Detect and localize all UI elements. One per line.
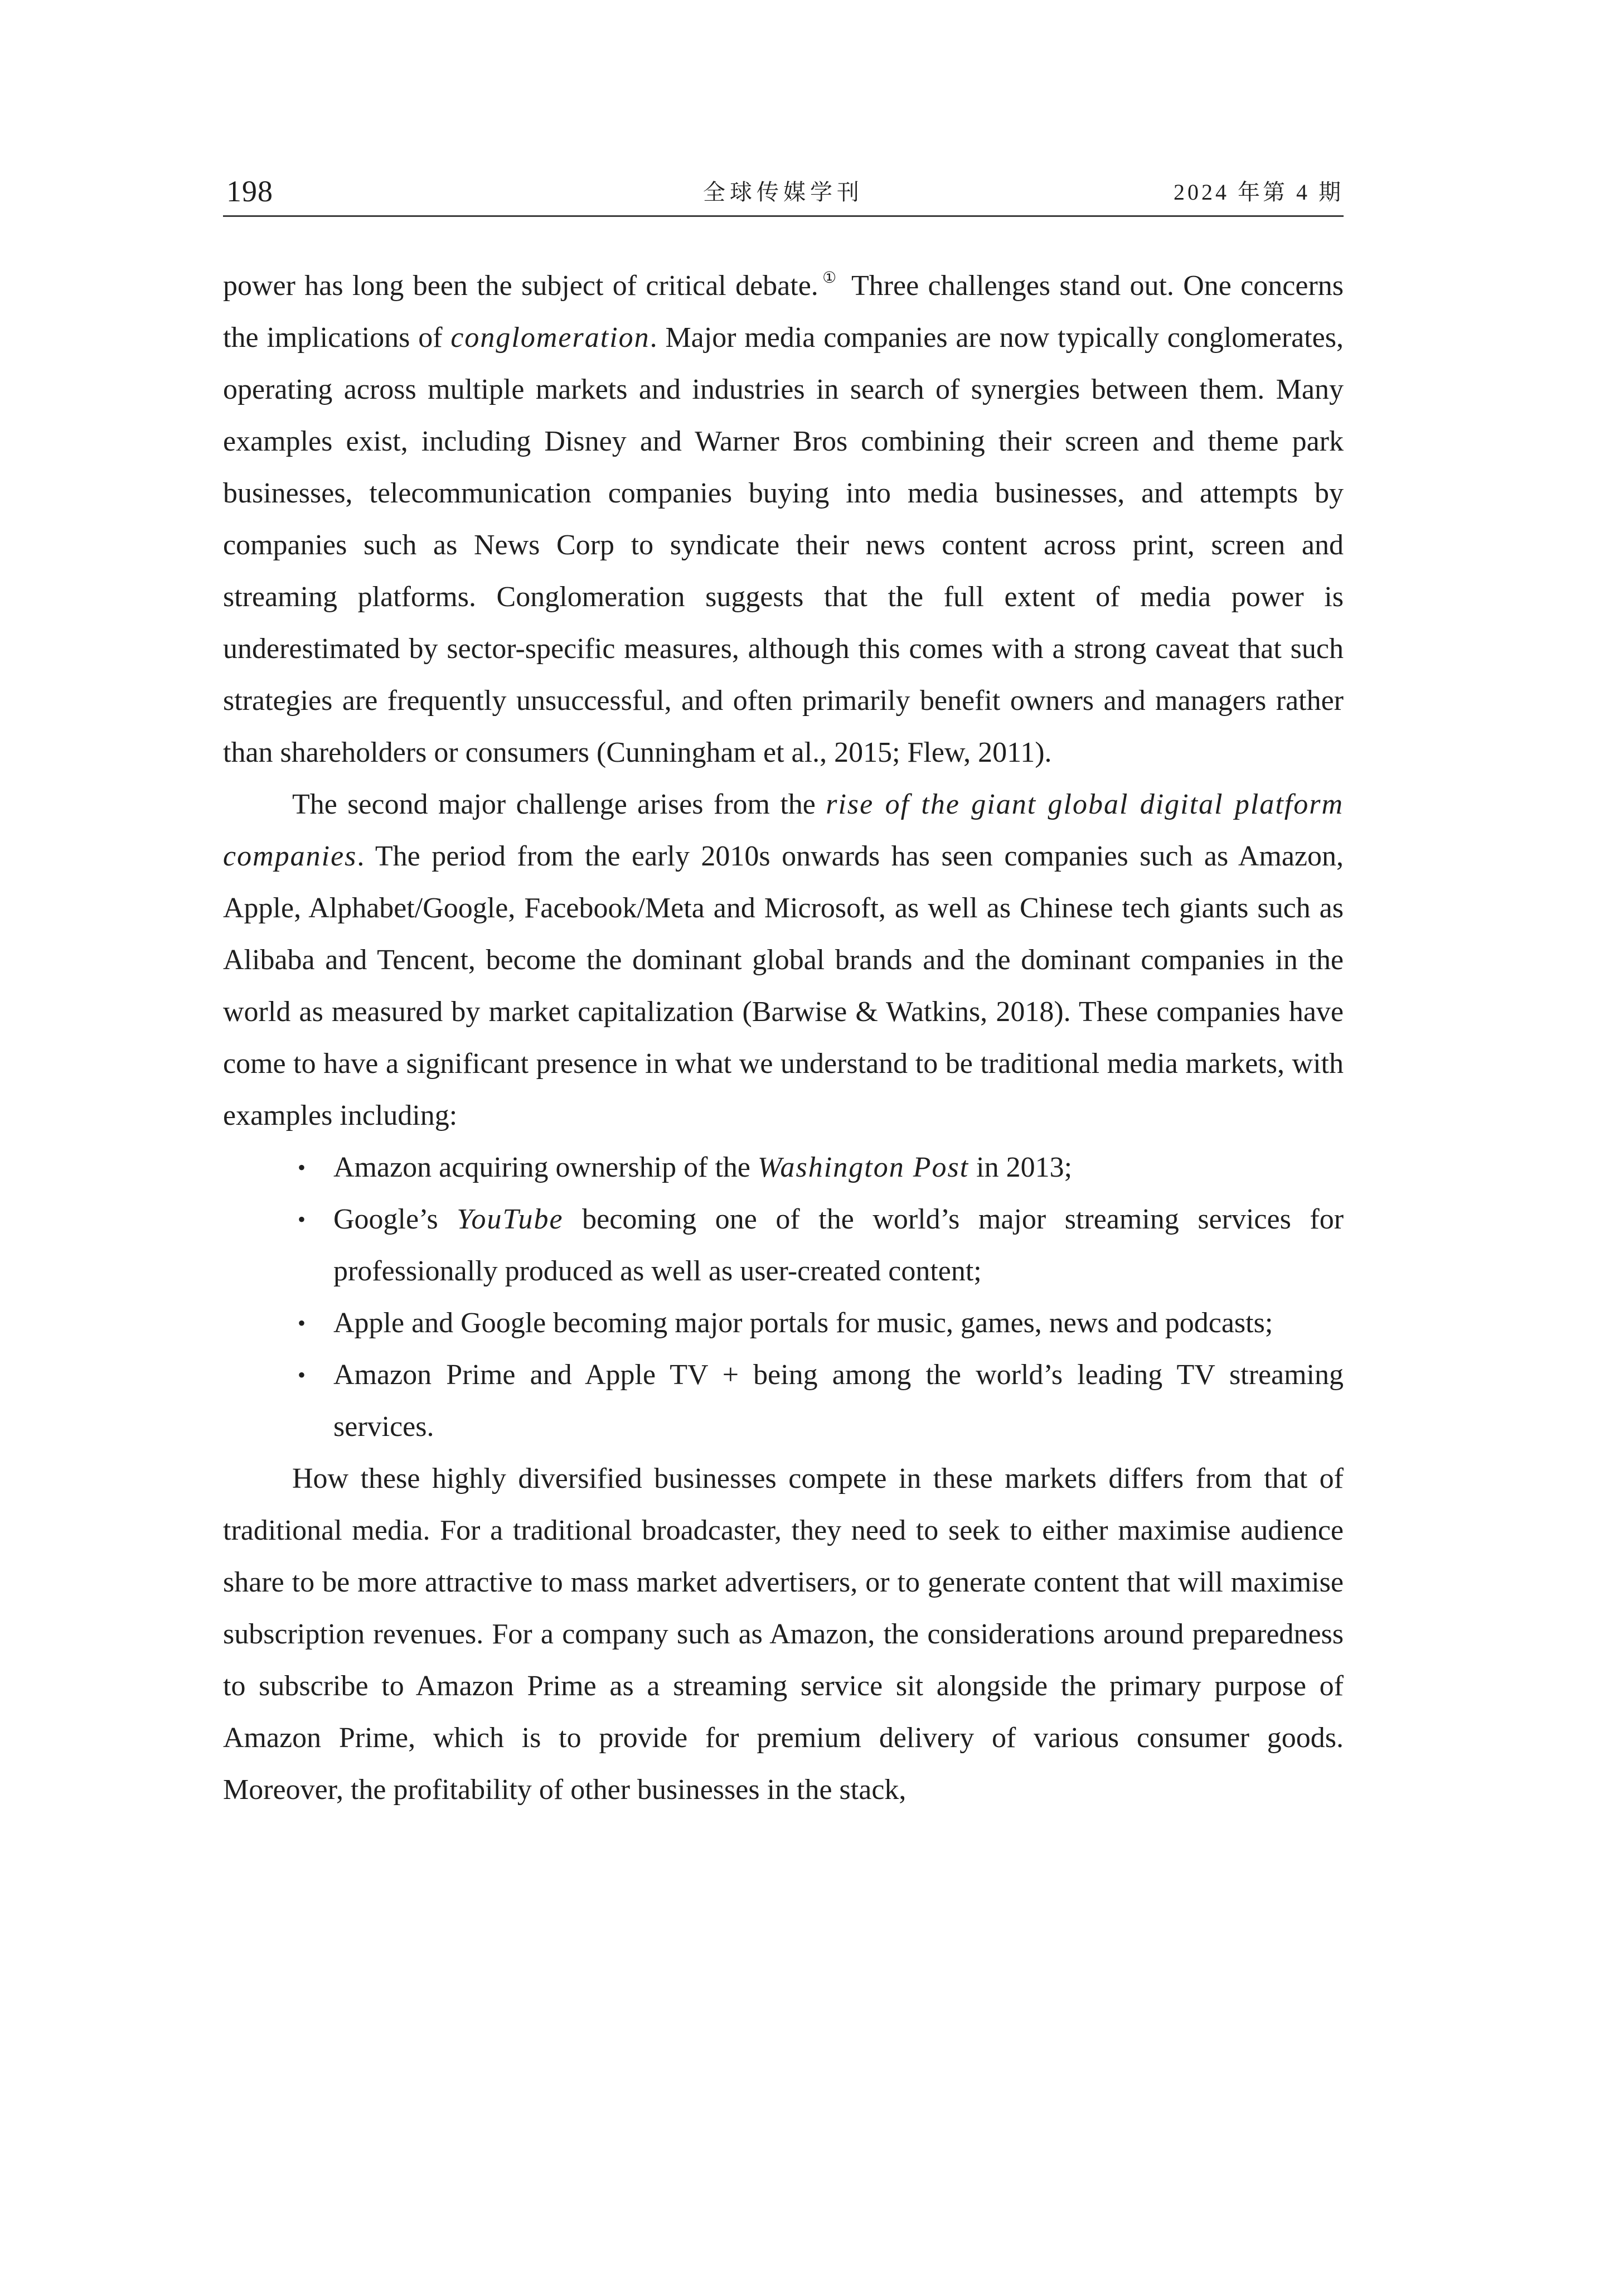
paragraph-text: The second major challenge arises from the [292, 789, 826, 820]
list-item [298, 1297, 1344, 1349]
bullet-icon: • [298, 1155, 306, 1180]
list-item [298, 1193, 1344, 1297]
paragraph-text: power has long been the subject of critical debate. [223, 270, 818, 302]
journal-title: 全球传媒学刊 [703, 180, 864, 205]
emphasis-washington-post: Washington Post [758, 1152, 969, 1183]
issue-label: 2024 年第 4 期 [1174, 180, 1344, 205]
document-page [223, 0, 1344, 2283]
emphasis-platform-companies: rise of the giant global digital platform companies [223, 789, 1344, 872]
list-item-text: Amazon Prime and Apple TV + being among the world’s leading TV streaming services. [333, 1359, 1344, 1443]
examples-list [223, 1142, 1344, 1453]
paragraph-text: . The period from the early 2010s onwards has seen companies such as Amazon, Apple, Alphabet/Google, Facebook/Meta and Microsoft, as well as Chinese tech giants such as Alibaba and Tencent, become the dominant global brands and the dominant companies in the world as measured by market capitalization (Barwise & Watkins, 2018). These companies have come to have a significant presence in what we understand to be traditional media markets, with examples including: [223, 840, 1344, 1131]
list-item-text: becoming one of the world’s major streaming services for professionally produced as well as user-created content; [333, 1203, 1344, 1287]
paragraph-conglomeration [223, 260, 1344, 778]
paragraph-text: . Major media companies are now typically conglomerates, operating across multiple markets and industries in search of synergies between them. Many examples exist, including Disney and Warner Bros combining their screen and theme park businesses, telecommunication companies buying into media businesses, and attempts by companies such as News Corp to syndicate their news content across print, screen and streaming platforms. Conglomeration suggests that the full extent of media power is underestimated by sector-specific measures, although this comes with a strong caveat that such strategies are frequently unsuccessful, and often primarily benefit owners and managers rather than shareholders or consumers (Cunningham et al., 2015; Flew, 2011). [223, 322, 1344, 768]
footnote-reference[interactable]: ① [820, 269, 838, 287]
emphasis-conglomeration: conglomeration [450, 322, 650, 354]
bullet-icon: • [298, 1207, 306, 1232]
list-item-text: Google’s [333, 1203, 457, 1235]
running-header [223, 172, 1344, 217]
paragraph-competition [223, 1453, 1344, 1816]
paragraph-text: Three challenges stand out. One concerns the implications of [223, 270, 1344, 354]
paragraph-platforms [223, 778, 1344, 1142]
emphasis-youtube: YouTube [457, 1203, 564, 1235]
list-item [298, 1349, 1344, 1453]
list-item-text: Apple and Google becoming major portals for music, games, news and podcasts; [333, 1307, 1273, 1339]
page-number: 198 [226, 175, 273, 208]
list-item-text: Amazon acquiring ownership of the [333, 1152, 758, 1183]
bullet-icon: • [298, 1310, 306, 1336]
bullet-icon: • [298, 1362, 306, 1387]
list-item-text: in 2013; [969, 1152, 1073, 1183]
paragraph-text: How these highly diversified businesses compete in these markets differs from that of traditional media. For a traditional broadcaster, they need to seek to either maximise audience share to be more attractive to mass market advertisers, or to generate content that will maximise subscription revenues. For a company such as Amazon, the considerations around preparedness to subscribe to Amazon Prime as a streaming service sit alongside the primary purpose of Amazon Prime, which is to provide for premium delivery of various consumer goods. Moreover, the profitability of other businesses in the stack, [223, 1463, 1344, 1806]
article-body [223, 260, 1344, 1816]
list-item [298, 1142, 1344, 1193]
